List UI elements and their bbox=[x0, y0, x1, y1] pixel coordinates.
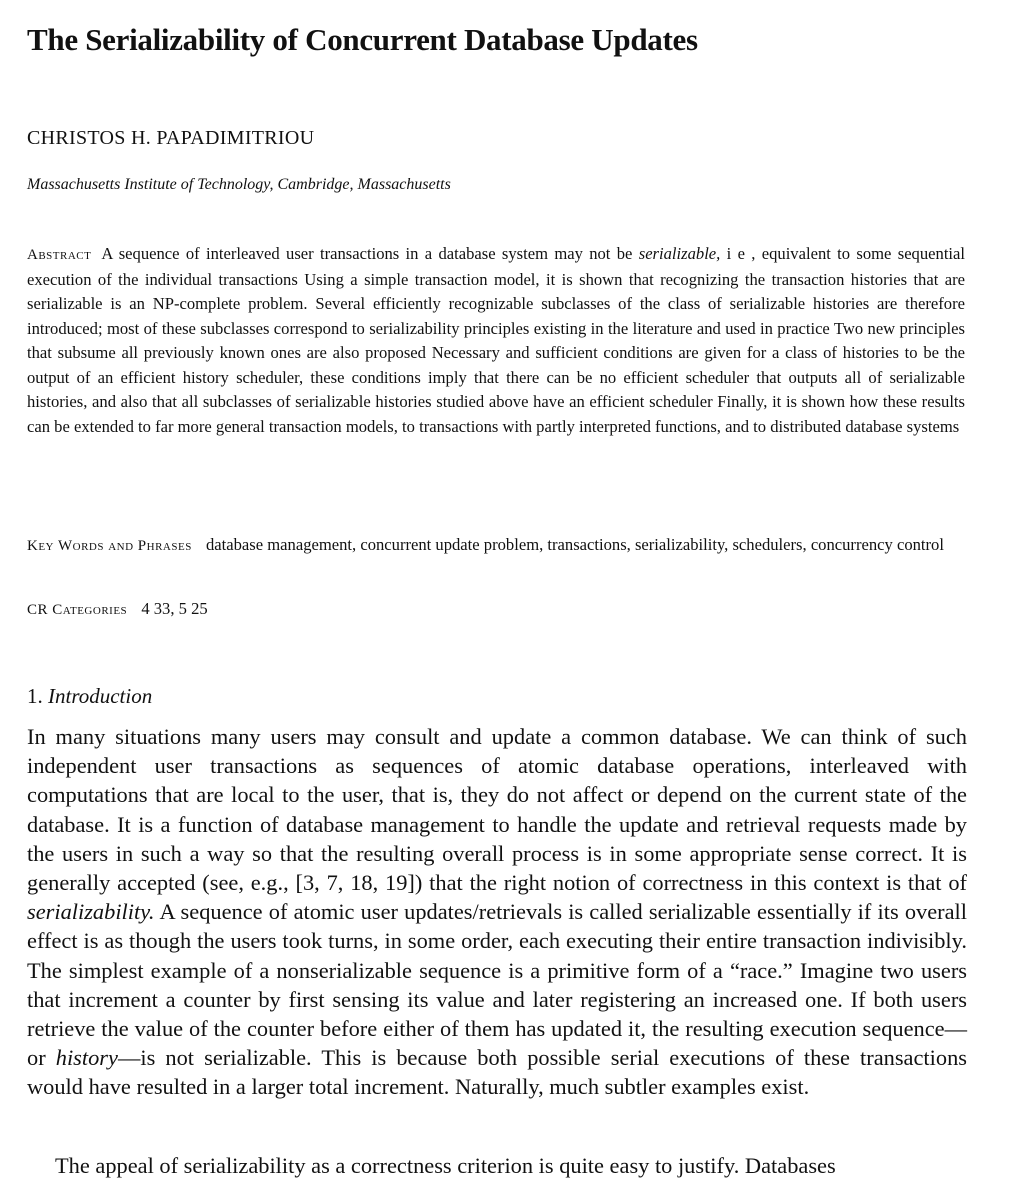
author-name: CHRISTOS H. PAPADIMITRIOU bbox=[27, 127, 315, 149]
paper-title: The Serializability of Concurrent Database Updates bbox=[27, 22, 698, 57]
abstract-term: serializable, bbox=[638, 244, 721, 263]
cr-categories bbox=[27, 599, 208, 619]
keywords-text: database management, concurrent update problem, transactions, serializability, schedulers, concurrency control bbox=[205, 535, 944, 554]
intro-p1-term1: serializability. bbox=[27, 899, 155, 925]
keywords-label: Key Words and Phrases bbox=[27, 538, 192, 554]
intro-p1-part2: A sequence of atomic user updates/retrievals is called serializable essentially if its overall effect is as though the users took turns, in some order, each executing their entire transaction indivisibly. The simplest example of a nonserializable sequence is a primitive form of a “race.” Imagine two users that increment a counter by first sensing its value and later registering an increased one. If both users retrieve the value of the counter before either of them has updated it, the resulting execution sequence—or bbox=[27, 899, 967, 1071]
intro-p1-term2: history bbox=[55, 1045, 118, 1071]
intro-paragraph-2: The appeal of serializability as a correctness criterion is quite easy to justify. Databases bbox=[55, 1153, 836, 1178]
abstract-text-before: A sequence of interleaved user transactions in a database system may not be bbox=[101, 244, 633, 263]
abstract-text-after: i e , equivalent to some sequential execution of the individual transactions Using a simple transaction model, it is shown that recognizing the transaction histories that are serializable is an NP-complete problem. Several efficiently recognizable subclasses of the class of serializable histories are therefore introduced; most of these subclasses correspond to serializability principles existing in the literature and used in practice Two new principles that subsume all previously known ones are also proposed Necessary and sufficient conditions are given for a class of histories to be the output of an efficient history scheduler, these conditions imply that there can be no efficient scheduler that outputs all of serializable histories, and also that all subclasses of serializable histories studied above have an efficient scheduler Finally, it is shown how these results can be extended to far more general transaction models, to transactions with partly interpreted functions, and to distributed database systems bbox=[27, 244, 966, 436]
abstract bbox=[27, 242, 965, 439]
intro-p1-part3: —is not serializable. This is because both possible serial executions of these transactions would have resulted in a larger total increment. Naturally, much subtler examples exist. bbox=[27, 1045, 967, 1100]
cr-categories-label: CR Categories bbox=[27, 602, 128, 618]
abstract-label: Abstract bbox=[27, 247, 92, 263]
author-affiliation: Massachusetts Institute of Technology, Cambridge, Massachusetts bbox=[27, 176, 451, 193]
intro-p1-part1: In many situations many users may consult and update a common database. We can think of such independent user transactions as sequences of atomic database operations, interleaved with computations that are local to the user, that is, they do not affect or depend on the current state of the database. It is a function of database management to handle the update and retrieval requests made by the users in such a way so that the resulting overall process is in some appropriate sense correct. It is generally accepted (see, e.g., [3, 7, 18, 19]) that the right notion of correctness in this context is that of bbox=[27, 724, 967, 896]
intro-paragraph-1 bbox=[27, 722, 967, 1102]
cr-categories-text: 4 33, 5 25 bbox=[141, 599, 208, 618]
section-title: Introduction bbox=[48, 684, 153, 708]
section-number: 1. bbox=[27, 684, 43, 708]
keywords bbox=[27, 533, 965, 559]
section-heading bbox=[27, 684, 152, 709]
